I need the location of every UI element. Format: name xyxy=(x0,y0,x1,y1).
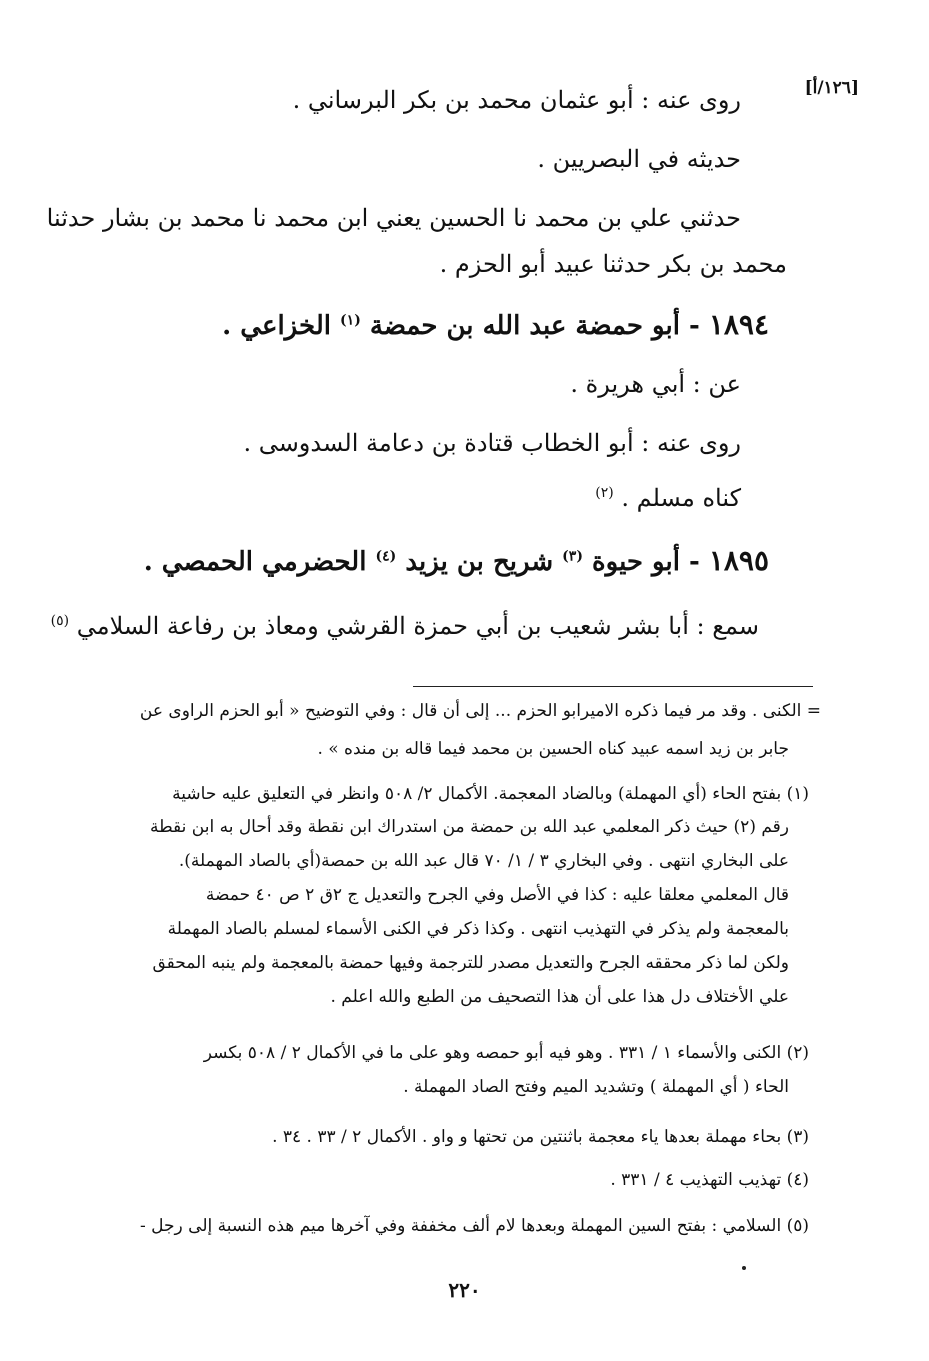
footnote-line: قال المعلمي معلقا عليه : كذا في الأصل وفي الجرح والتعديل ج ٢ق ٢ ص ٤٠ حمضة xyxy=(205,885,789,905)
footnote-line: (٥) السلامي : بفتح السين المهملة وبعدها لام ألف مخففة وفي آخرها ميم هذه النسبة إلى رجل - xyxy=(140,1216,809,1236)
text-line xyxy=(51,610,759,642)
entry-name: الحضرمي الحمصي . xyxy=(143,547,367,577)
text-line: محمد بن بكر حدثنا عبيد أبو الحزم . xyxy=(439,250,787,278)
footnote-line: (٣) بحاء مهملة بعدها ياء معجمة باثنتين من تحتها و واو . الأكمال ٢ / ٣٣ . ٣٤ . xyxy=(272,1127,809,1147)
line-text: كناه مسلم . xyxy=(621,484,741,512)
footnote-ref: (١) xyxy=(340,312,361,329)
footnote-ref: (٢) xyxy=(595,485,614,501)
footnote-line: ولكن لما ذكر محققه الجرح والتعديل مصدر للترجمة وفيها حمضة بالمعجمة ولم ينبه المحقق xyxy=(152,953,789,973)
footnote-line: = الكنى . وقد مر فيما ذكره الاميرابو الحزم ... إلى أن قال : وفي التوضيح « أبو الحزم الراوى عن xyxy=(139,701,821,721)
footnote-line: رقم (٢) حيث ذكر المعلمي عبد الله بن حمضة من استدراك ابن نقطة وقد أحال به ابن نقطة xyxy=(149,817,789,837)
text-line: عن : أبي هريرة . xyxy=(570,370,741,398)
text-line: روى عنه : أبو عثمان محمد بن بكر البرساني . xyxy=(292,86,741,114)
footnote-line: (٤) تهذيب التهذيب ٤ / ٣٣١ . xyxy=(610,1170,809,1190)
footnote-line: على البخاري انتهى . وفي البخاري ٣ / ١/ ٧٠ قال عبد الله بن حمصة(أي بالصاد المهملة). xyxy=(178,851,789,871)
entry-number: ١٨٩٤ xyxy=(708,308,769,341)
footnote-line: جابر بن زيد اسمه عبيد كناه الحسين بن محمد فيما قاله بن منده » . xyxy=(317,739,789,759)
line-text: سمع : أبا بشر شعيب بن أبي حمزة القرشي ومعاذ بن رفاعة السلامي xyxy=(76,612,759,640)
footnote-ref: (٣) xyxy=(562,548,583,565)
entry-name: - أبو حيوة xyxy=(592,547,700,577)
footnote-line: بالمعجمة ولم يذكر في التهذيب انتهى . وكذا ذكر في الكنى الأسماء لمسلم بالصاد المهملة xyxy=(167,919,789,939)
footnote-line: (٢) الكنى والأسماء ١ / ٣٣١ . وهو فيه أبو حمصه وهو على ما في الأكمال ٢ / ٥٠٨ بكسر xyxy=(203,1043,809,1063)
entry-name: - أبو حمضة عبد الله بن حمضة xyxy=(369,311,700,341)
entry-name: الخزاعي . xyxy=(222,311,331,341)
footnote-line: (١) بفتح الحاء (أي المهملة) وبالضاد المعجمة. الأكمال ٢/ ٥٠٨ وانظر في التعليق عليه حاشية xyxy=(172,784,809,804)
entry-heading-1894 xyxy=(222,309,769,342)
text-line xyxy=(595,482,741,514)
ink-dot xyxy=(742,1266,746,1270)
text-line: حديثه في البصريين . xyxy=(537,145,741,173)
entry-name: شريح بن يزيد xyxy=(405,547,554,577)
footnote-ref: (٤) xyxy=(375,548,397,565)
text-line: روى عنه : أبو الخطاب قتادة بن دعامة السدوسى . xyxy=(243,429,741,457)
folio-marker: [١٢٦/أ] xyxy=(804,78,859,98)
footnote-ref: (٥) xyxy=(50,613,70,629)
text-line: حدثني علي بن محمد نا الحسين يعني ابن محمد نا محمد بن بشار حدثنا xyxy=(46,204,741,232)
footnote-line: علي الأختلاف دل هذا على أن هذا التصحيف من الطبع والله اعلم . xyxy=(330,987,789,1007)
footnote-divider xyxy=(413,686,813,687)
footnote-line: الحاء ( أي المهملة ) وتشديد الميم وفتح الصاد المهملة . xyxy=(403,1077,789,1097)
page-number: ٢٢٠ xyxy=(448,1278,481,1302)
entry-heading-1895 xyxy=(144,545,769,578)
entry-number: ١٨٩٥ xyxy=(708,544,769,577)
